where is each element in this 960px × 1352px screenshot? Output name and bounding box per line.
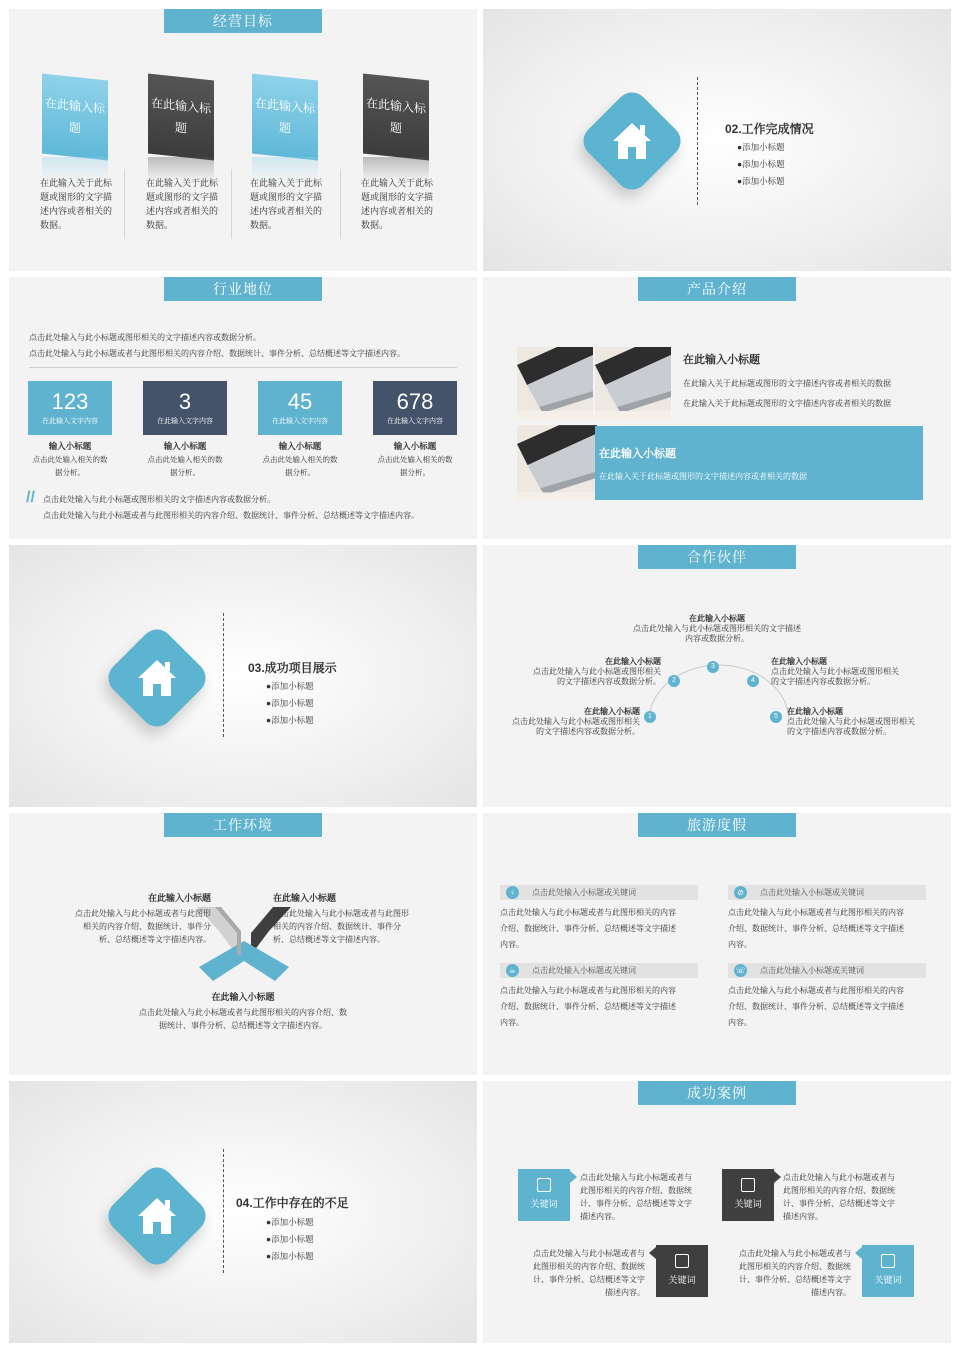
stat-desc-3: 输入小标题 点击此处输入相关的数 据分析。 [262,441,338,477]
partner-2-text: 在此输入小标题 点击此处输入与此小标题或图形相关 的文字描述内容或数据分析。 [533,657,661,686]
dashed-divider [697,77,698,205]
home-icon [134,654,180,702]
card-label: 在此输入标 [365,95,426,117]
divider-line [29,367,457,368]
partner-node-3: 3 [707,661,719,673]
env-right-text: 在此输入小标题 点击此处输入与此小标题或者与此图形 相关的内容介绍、数据统计、事件分 析、总结概述等文字描述内容。 [273,893,409,944]
keyword-desc-4: 点击此处输入与此小标题或者与此图形相关的内容 介绍、数据统计、事件分析、总结概述等文字描述 内容。 [728,986,904,1027]
case-keyword-4: 关键词 [862,1245,914,1297]
keyword-bar-2: ⊘ 点击此处输入小标题或关键词 [728,885,926,900]
document-icon [741,1178,755,1192]
partner-3-text: 在此输入小标题 点击此处输入与此小标题或图形相关的文字描述 内容或数据分析。 [633,614,801,643]
slide-title: 旅游度假 [638,813,796,837]
stat-card-2: 3 在此输入文字内容 [143,381,227,435]
env-bottom-text: 在此输入小标题 点击此处输入与此小标题或者与此图形相关的内容介绍、数 据统计、事件分析、总结概述等文字描述内容。 [139,992,347,1030]
coffee-icon: ☕ [506,964,519,977]
stat-desc-1: 输入小标题 点击此处输入相关的数 据分析。 [32,441,108,477]
product-highlight-box [595,426,923,500]
goal-card-2 [148,74,214,161]
partner-1-text: 在此输入小标题 点击此处输入与此小标题或图形相关 的文字描述内容或数据分析。 [512,707,640,736]
slide-title: 成功案例 [638,1081,796,1105]
divider [340,169,341,239]
keyword-bar-4: ☏ 点击此处输入小标题或关键词 [728,963,926,978]
card-label: 题 [174,120,187,136]
partner-5-text: 在此输入小标题 点击此处输入与此小标题或图形相关 的文字描述内容或数据分析。 [787,707,915,736]
slide-title: 合作伙伴 [638,545,796,569]
case-keyword-1: 关键词 [518,1169,570,1221]
goal-card-4 [363,74,429,161]
edit-icon [537,1178,551,1192]
keyword-desc-1: 点击此处输入与此小标题或者与此图形相关的内容 介绍、数据统计、事件分析、总结概述等文字描述 内容。 [500,908,676,949]
goal-card-3 [252,74,318,161]
case-text-1: 点击此处输入与此小标题或者与 此图形相关的内容介绍、数据统 计、事件分析、总结概述等文字 描述内容。 [580,1173,692,1221]
compass-icon: ⊘ [734,886,747,899]
partner-node-2: 2 [668,675,680,687]
case-keyword-3: 关键词 [656,1245,708,1297]
footer-line-2: 点击此处输入与此小标题或者与此图形相关的内容介绍、数据统计、事件分析、总结概述等文字描述内容。 [43,511,419,520]
partner-node-1: 1 [644,711,656,723]
note-icon [881,1254,895,1268]
product-desc-3: 在此输入关于此标题或图形的文字描述内容或者相关的数据 [599,472,807,481]
location-icon: ♀ [506,886,519,899]
partner-node-4: 4 [747,675,759,687]
slide-product-intro[interactable] [483,277,951,539]
slide-section-04[interactable] [9,1081,477,1343]
section-heading: 04.工作中存在的不足 [236,1196,349,1210]
goal-desc-1: 在此输入关于此标 题或图形的文字描 述内容或者相关的 数据。 [40,178,113,230]
case-text-4: 点击此处输入与此小标题或者与 此图形相关的内容介绍、数据统 计、事件分析、总结概述等文字 描述内容。 [739,1249,851,1297]
case-pointer [649,1247,656,1259]
product-desc-2: 在此输入关于此标题或图形的文字描述内容或者相关的数据 [683,399,891,408]
case-text-3: 点击此处输入与此小标题或者与 此图形相关的内容介绍、数据统 计、事件分析、总结概述等文字 描述内容。 [533,1249,645,1297]
laptop-photo-3 [517,425,597,501]
product-desc-1: 在此输入关于此标题或图形的文字描述内容或者相关的数据 [683,379,891,388]
dashed-divider [223,1149,224,1273]
section-heading: 03.成功项目展示 [248,661,337,675]
card-label: 在此输入标 [254,95,315,117]
section-item-list: ●添加小标题 ●添加小标题 ●添加小标题 [737,142,785,186]
stat-card-1: 123 在此输入文字内容 [28,381,112,435]
slide-section-03[interactable] [9,545,477,807]
slide-title: 工作环境 [164,813,322,837]
keyword-desc-3: 点击此处输入与此小标题或者与此图形相关的内容 介绍、数据统计、事件分析、总结概述等文字描述 内容。 [500,986,676,1027]
goal-desc-2: 在此输入关于此标 题或图形的文字描 述内容或者相关的 数据。 [146,178,219,230]
slide-title: 产品介绍 [638,277,796,301]
slide-industry-position[interactable] [9,277,477,539]
env-left-text: 在此输入小标题 点击此处输入与此小标题或者与此图形 相关的内容介绍、数据统计、事件分 析、总结概述等文字描述内容。 [75,893,211,944]
slide-title: 经营目标 [164,9,322,33]
home-icon [134,1192,180,1240]
slide-travel[interactable] [483,813,951,1075]
phone-icon: ☏ [735,966,746,975]
laptop-photo-2 [595,347,671,419]
keyword-bar-3: ☕ 点击此处输入小标题或关键词 [500,963,698,978]
slide-business-goals[interactable] [9,9,477,271]
card-label: 题 [278,120,291,136]
dashed-divider [223,613,224,737]
section-item-list: ●添加小标题 ●添加小标题 ●添加小标题 [266,681,314,725]
home-icon [609,117,655,165]
product-heading-1: 在此输入小标题 [683,354,760,366]
divider [231,169,232,239]
stat-desc-4: 输入小标题 点击此处输入相关的数 据分析。 [377,441,453,477]
checklist-icon [675,1254,689,1268]
goal-desc-3: 在此输入关于此标 题或图形的文字描 述内容或者相关的 数据。 [250,178,323,230]
product-heading-2: 在此输入小标题 [599,448,676,460]
slide-success-cases[interactable] [483,1081,951,1343]
slide-partners[interactable] [483,545,951,807]
card-label: 题 [68,120,81,136]
case-pointer [774,1171,781,1183]
case-keyword-2: 关键词 [722,1169,774,1221]
case-pointer [855,1247,862,1259]
slide-section-02[interactable] [483,9,951,271]
footer-line-1: 点击此处输入与此小标题或图形相关的文字描述内容或数据分析。 [43,495,275,504]
stat-desc-2: 输入小标题 点击此处输入相关的数 据分析。 [147,441,223,477]
partner-4-text: 在此输入小标题 点击此处输入与此小标题或图形相关 的文字描述内容或数据分析。 [771,657,899,686]
stat-card-3: 45 在此输入文字内容 [258,381,342,435]
goal-desc-4: 在此输入关于此标 题或图形的文字描 述内容或者相关的 数据。 [361,178,434,230]
slide-title: 行业地位 [164,277,322,301]
goal-card-1 [42,74,108,161]
stat-card-4: 678 在此输入文字内容 [373,381,457,435]
case-pointer [570,1171,577,1183]
quote-icon: // [26,489,35,506]
card-label: 在此输入标 [44,95,105,117]
divider [124,169,125,239]
slide-work-environment[interactable] [9,813,477,1075]
section-item-list: ●添加小标题 ●添加小标题 ●添加小标题 [266,1217,314,1261]
intro-line-1: 点击此处输入与此小标题或图形相关的文字描述内容或数据分析。 [29,333,261,342]
section-heading: 02.工作完成情况 [725,122,814,136]
card-label: 在此输入标 [150,95,211,117]
keyword-bar-1: ♀ 点击此处输入小标题或关键词 [500,885,698,900]
intro-line-2: 点击此处输入与此小标题或者与此图形相关的内容介绍、数据统计、事件分析、总结概述等文字描述内容。 [29,349,405,358]
laptop-photo-1 [517,347,593,419]
partner-node-5: 5 [770,711,782,723]
card-label: 题 [389,120,402,136]
case-text-2: 点击此处输入与此小标题或者与 此图形相关的内容介绍、数据统 计、事件分析、总结概述等文字 描述内容。 [783,1173,895,1221]
keyword-desc-2: 点击此处输入与此小标题或者与此图形相关的内容 介绍、数据统计、事件分析、总结概述等文字描述 内容。 [728,908,904,949]
